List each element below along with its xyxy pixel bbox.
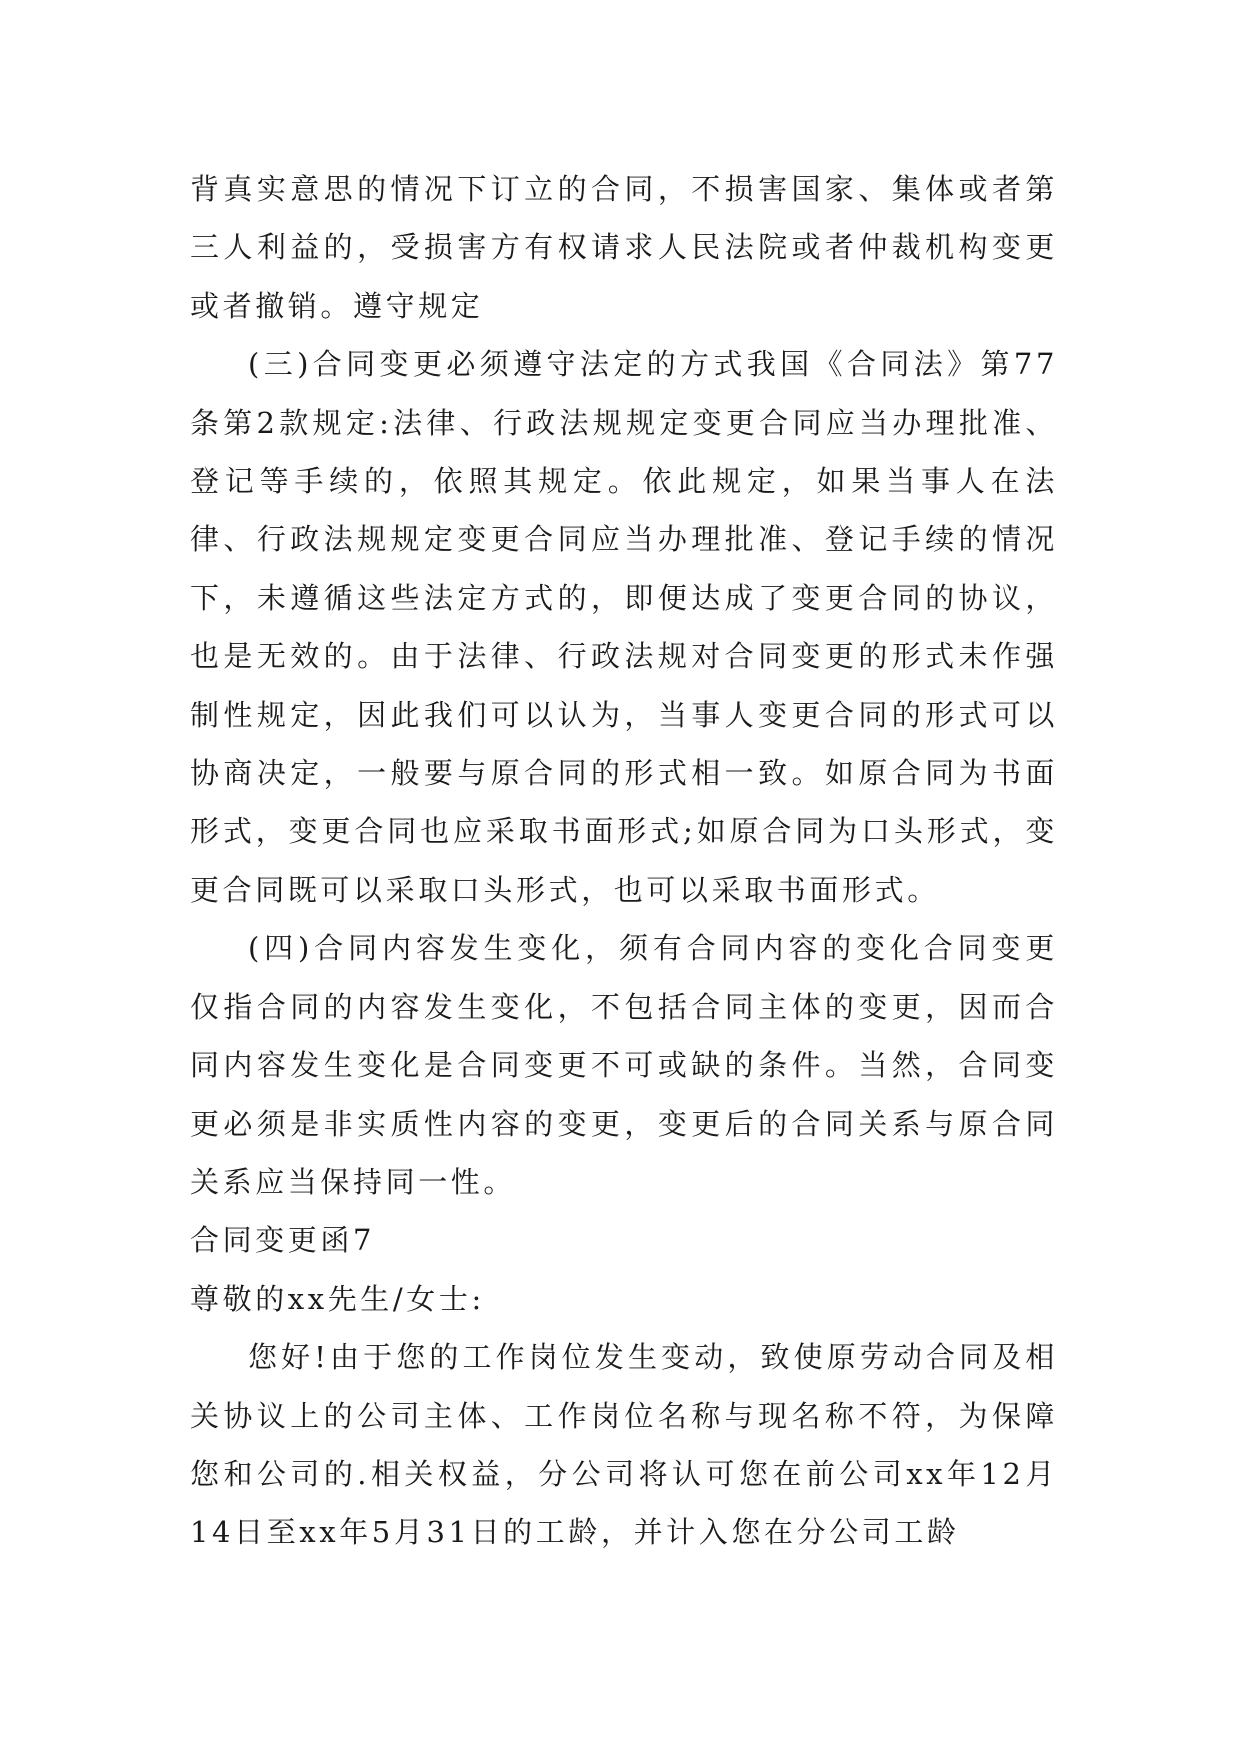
paragraph-intro: 背真实意思的情况下订立的合同，不损害国家、集体或者第三人利益的，受损害方有权请求人民法院或者仲裁机构变更或者撤销。遵守规定 [190, 172, 1058, 323]
letter-heading: 合同变更函7 [190, 1223, 376, 1258]
paragraph-section-three: (三)合同变更必须遵守法定的方式我国《合同法》第77条第2款规定:法律、行政法规规定变更合同应当办理批准、登记等手续的，依照其规定。依此规定，如果当事人在法律、行政法规规定变更合同应当办理批准、登记手续的情况下，未遵循这些法定方式的，即便达成了变更合同的协议，也是无效的。由于法律、行政法规对合同变更的形式未作强制性规定，因此我们可以认为，当事人变更合同的形式可以协商决定，一般要与原合同的形式相一致。如原合同为书面形式，变更合同也应采取书面形式;如原合同为口头形式，变更合同既可以采取口头形式，也可以采取书面形式。 [190, 347, 1058, 907]
paragraph-section-four: (四)合同内容发生变化，须有合同内容的变化合同变更仅指合同的内容发生变化，不包括合同主体的变更，因而合同内容发生变化是合同变更不可或缺的条件。当然，合同变更必须是非实质性内容的变更，变更后的合同关系与原合同关系应当保持同一性。 [190, 931, 1058, 1199]
paragraph-letter-body: 您好!由于您的工作岗位发生变动，致使原劳动合同及相关协议上的公司主体、工作岗位名称与现名称不符，为保障您和公司的.相关权益，分公司将认可您在前公司xx年12月14日至xx年5月31日的工龄，并计入您在分公司工龄 [190, 1340, 1058, 1550]
letter-salutation: 尊敬的xx先生/女士: [190, 1281, 485, 1316]
document-page [190, 160, 1058, 1562]
